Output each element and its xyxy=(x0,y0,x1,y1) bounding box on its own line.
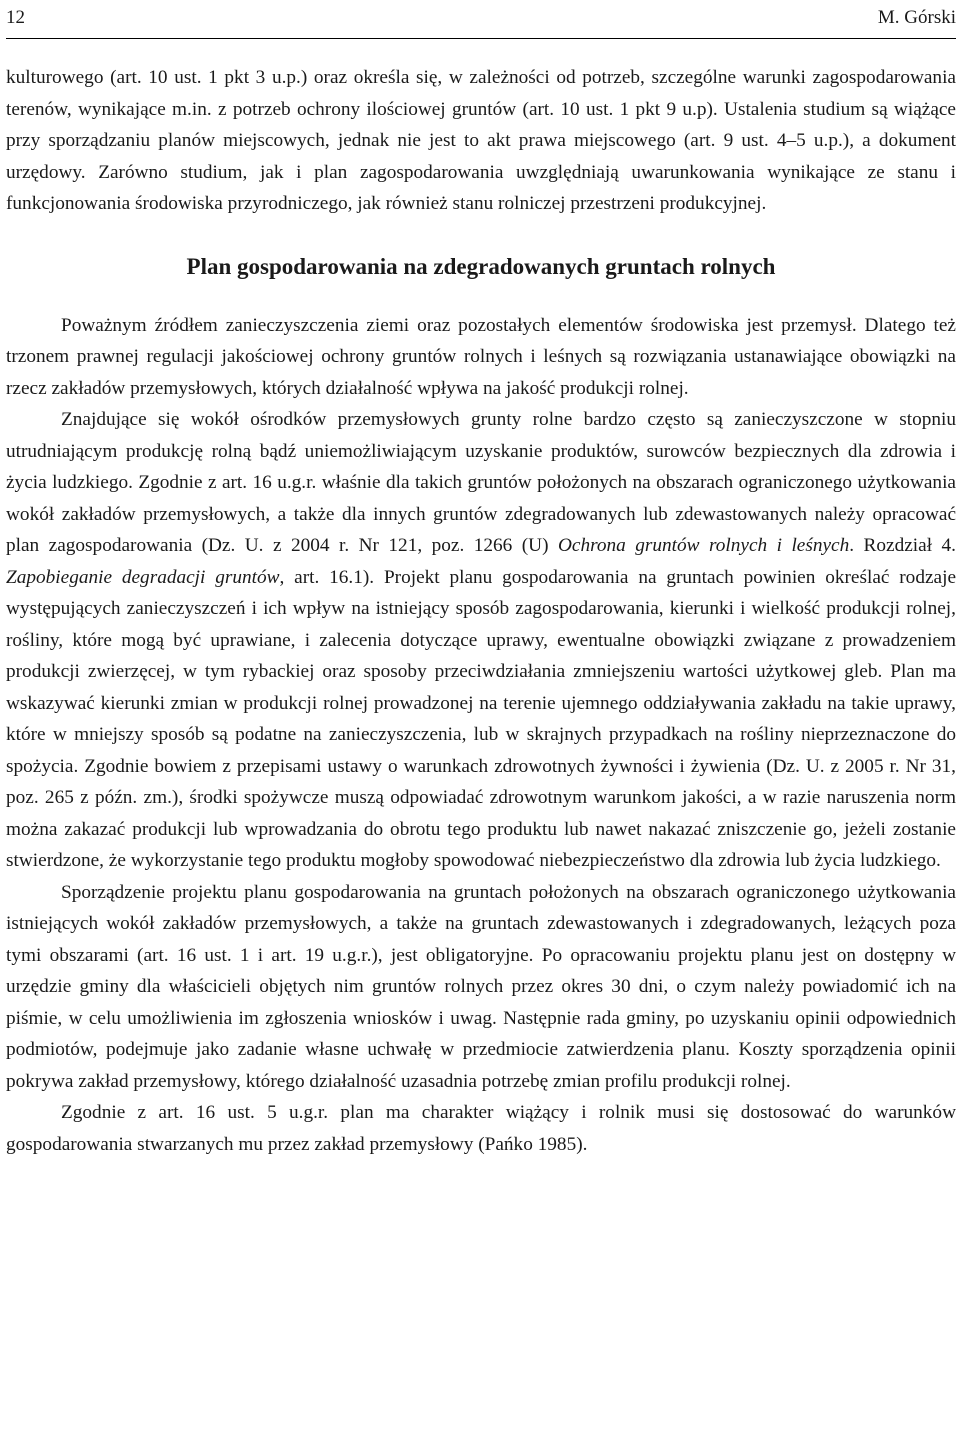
paragraph-binding-character: Zgodnie z art. 16 ust. 5 u.g.r. plan ma charakter wiążący i rolnik musi się dostosować do warunków gospodarowania stwarzanych mu przez zakład przemysłowy (Pańko 1985). xyxy=(6,1102,956,1155)
page-number: 12 xyxy=(6,7,25,28)
paragraph-continuation: kulturowego (art. 10 ust. 1 pkt 3 u.p.) oraz określa się, w zależności od potrzeb, szczególne warunki zagospodarowania terenów, wynikające m.in. z potrzeb ochrony ilościowej gruntów (art. 10 ust. 1 pkt 9 u.p). Ustalenia studium są wiążące przy sporządzaniu planów miejscowych, jednak nie jest to akt prawa miejscowego (art. 9 ust. 4–5 u.p.), a dokument urzędowy. Zarówno studium, jak i plan zagospodarowania uwzględniają uwarunkowania wynikające ze stanu i funkcjonowania środowiska przyrodniczego, jak również stanu rolniczej przestrzeni produkcyjnej. xyxy=(6,67,956,214)
document-page xyxy=(6,0,956,1442)
paragraph-text: , art. 16.1). Projekt planu gospodarowania na gruntach powinien określać rodzaje występujących zanieczyszczeń i ich wpływ na istniejący sposób zagospodarowania, kierunki i wielkość produkcji rolnej, rośliny, które mogą być uprawiane, i zalecenia dotyczące uprawy, ewentualne obowiązki związane z prowadzeniem produkcji zwierzęcej, w tym rybackiej oraz sposoby przeciwdziałania zmniejszeniu wartości użytkowej gleb. Plan ma wskazywać kierunki zmian w produkcji rolnej prowadzonej na terenie ujemnego oddziaływania zakładu na takie uprawy, które w mniejszy sposób są podatne na zanieczyszczenia, lub w skrajnych przypadkach na rośliny nieprzeznaczone do spożycia. Zgodnie bowiem z przepisami ustawy o warunkach zdrowotnych żywności i żywienia (Dz. U. z 2005 r. Nr 31, poz. 265 z późn. zm.), środki spożywcze muszą odpowiadać zdrowotnym warunkom jakości, a w razie naruszenia norm można zakazać produkcji lub wprowadzania do obrotu tego produktu lub nawet nakazać zniszczenie go, jeżeli zostanie stwierdzone, że wykorzystanie tego produktu mogłoby spowodować niebezpieczeństwo dla zdrowia lub życia ludzkiego. xyxy=(6,566,956,871)
paragraph-management-plan xyxy=(6,404,956,877)
body-text xyxy=(6,62,956,1160)
running-header xyxy=(6,6,956,30)
paragraph-text: . Rozdział 4. xyxy=(849,535,956,556)
cited-chapter-italic: Zapobieganie degradacji gruntów xyxy=(6,566,280,588)
running-header-author: M. Górski xyxy=(877,7,956,28)
section-heading: Plan gospodarowania na zdegradowanych gruntach rolnych xyxy=(186,253,776,279)
cited-title-italic: Ochrona gruntów rolnych i leśnych xyxy=(557,535,850,556)
paragraph-pollution-source: Poważnym źródłem zanieczyszczenia ziemi oraz pozostałych elementów środowiska jest przemysł. Dlatego też trzonem prawnej regulacji jakościowej ochrony gruntów rolnych i leśnych są rozwiązania ustanawiające obowiązki na rzecz zakładów przemysłowych, których działalność wpływa na jakość produkcji rolnej. xyxy=(6,314,956,399)
header-rule xyxy=(6,38,956,39)
paragraph-plan-procedure: Sporządzenie projektu planu gospodarowania na gruntach położonych na obszarach ograniczonego użytkowania istniejących wokół zakładów przemysłowych, a także na gruntach zdewastowanych i zdegradowanych, leżących poza tymi obszarami (art. 16 ust. 1 i art. 19 u.g.r.), jest obligatoryjne. Po opracowaniu projektu planu jest on dostępny w urzędzie gminy dla właścicieli objętych nim gruntów rolnych przez okres 30 dni, o czym należy powiadomić ich na piśmie, w celu umożliwienia im zgłoszenia wniosków i uwag. Następnie rada gminy, po uzyskaniu opinii odpowiednich podmiotów, podejmuje jako zadanie własne uchwałę w przedmiocie zatwierdzenia planu. Koszty sporządzenia opinii pokrywa zakład przemysłowy, którego działalność uzasadnia potrzebę zmian profilu produkcji rolnej. xyxy=(6,881,956,1092)
paragraph-text: Znajdujące się wokół ośrodków przemysłowych grunty rolne bardzo często są zanieczyszczone w stopniu utrudniającym produkcję rolną bądź uniemożliwiającym uzyskanie produktów, surowców bezpiecznych dla zdrowia i życia ludzkiego. Zgodnie z art. 16 u.g.r. właśnie dla takich gruntów położonych na obszarach ograniczonego użytkowania wokół zakładów przemysłowych, a także dla innych gruntów zdegradowanych lub zdewastowanych należy opracować plan zagospodarowania (Dz. U. z 2004 r. Nr 121, poz. 1266 (U) xyxy=(6,409,956,556)
